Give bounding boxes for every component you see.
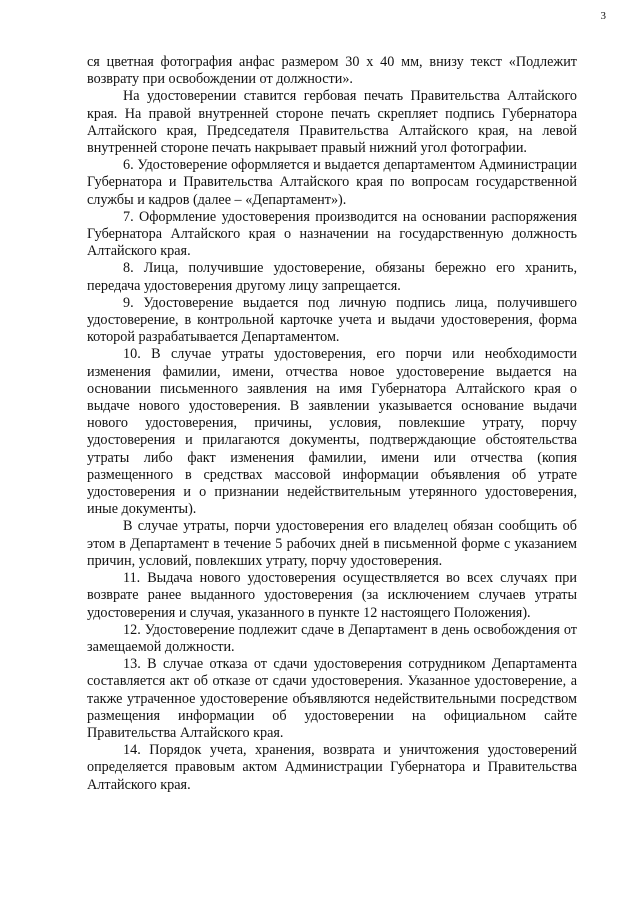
paragraph-item-9: 9. Удостоверение выдается под личную подпись лица, получившего удостоверение, в контрольной карточке учета и выдачи удостоверения, форма которой разрабатывается Департаментом. <box>87 294 577 346</box>
paragraph-item-6: 6. Удостоверение оформляется и выдается департаментом Администрации Губернатора и Правительства Алтайского края по вопросам государственной службы и кадров (далее – «Департамент»). <box>87 157 577 208</box>
paragraph-item-10: 10. В случае утраты удостоверения, его порчи или необходимости изменения фамилии, имени, отчества новое удостоверение выдается на основании письменного заявления на имя Губернатора Алтайского края о выдаче нового удостоверения. В заявлении указывается основание выдачи нового удостоверения, причины, условия, повлекшие утрату, порчу удостоверения и прилагаются документы, подтверждающие обстоятельства утраты либо факт изменения фамилии, имени или отчества (копия размещенного в средствах массовой информации объявления об утрате удостоверения и о признании недействительным утерянного удостоверения, иные документы). <box>87 346 577 518</box>
paragraph-item-13: 13. В случае отказа от сдачи удостоверения сотрудником Департамента составляется акт об отказе от сдачи удостоверения. Указанное удостоверение, а также утраченное удостоверение объявляются недействительными посредством размещения информации об удостоверении на официальном сайте Правительства Алтайского края. <box>87 656 577 741</box>
paragraph-loss-notice: В случае утраты, порчи удостоверения его владелец обязан сообщить об этом в Департамент в течение 5 рабочих дней в письменной форме с указанием причин, условий, повлекших утрату, порчу удостоверения. <box>87 518 577 569</box>
document-body <box>87 54 577 794</box>
paragraph-item-14: 14. Порядок учета, хранения, возврата и уничтожения удостоверений определяется правовым актом Администрации Губернатора и Правительства Алтайского края. <box>87 742 577 793</box>
paragraph-item-7: 7. Оформление удостоверения производится на основании распоряжения Губернатора Алтайского края о назначении на государственную должность Алтайского края. <box>87 208 577 260</box>
paragraph-photo-continuation: ся цветная фотография анфас размером 30 х 40 мм, внизу текст «Подлежит возврату при освобождении от должности». <box>87 54 577 88</box>
paragraph-item-12: 12. Удостоверение подлежит сдаче в Департамент в день освобождения от замещаемой должности. <box>87 621 577 655</box>
paragraph-item-11: 11. Выдача нового удостоверения осуществляется во всех случаях при возврате ранее выданного удостоверения (за исключением случаев утраты удостоверения и случая, указанного в пункте 12 настоящего Положения). <box>87 570 577 621</box>
page-number: 3 <box>600 10 606 22</box>
paragraph-seal: На удостоверении ставится гербовая печать Правительства Алтайского края. На правой внутренней стороне печать скрепляет подпись Губернатора Алтайского края, Председателя Правительства Алтайского края, на левой внутренней стороне печать накрывает правый нижний угол фотографии. <box>87 88 577 157</box>
paragraph-item-8: 8. Лица, получившие удостоверение, обязаны бережно его хранить, передача удостоверения другому лицу запрещается. <box>87 260 577 294</box>
